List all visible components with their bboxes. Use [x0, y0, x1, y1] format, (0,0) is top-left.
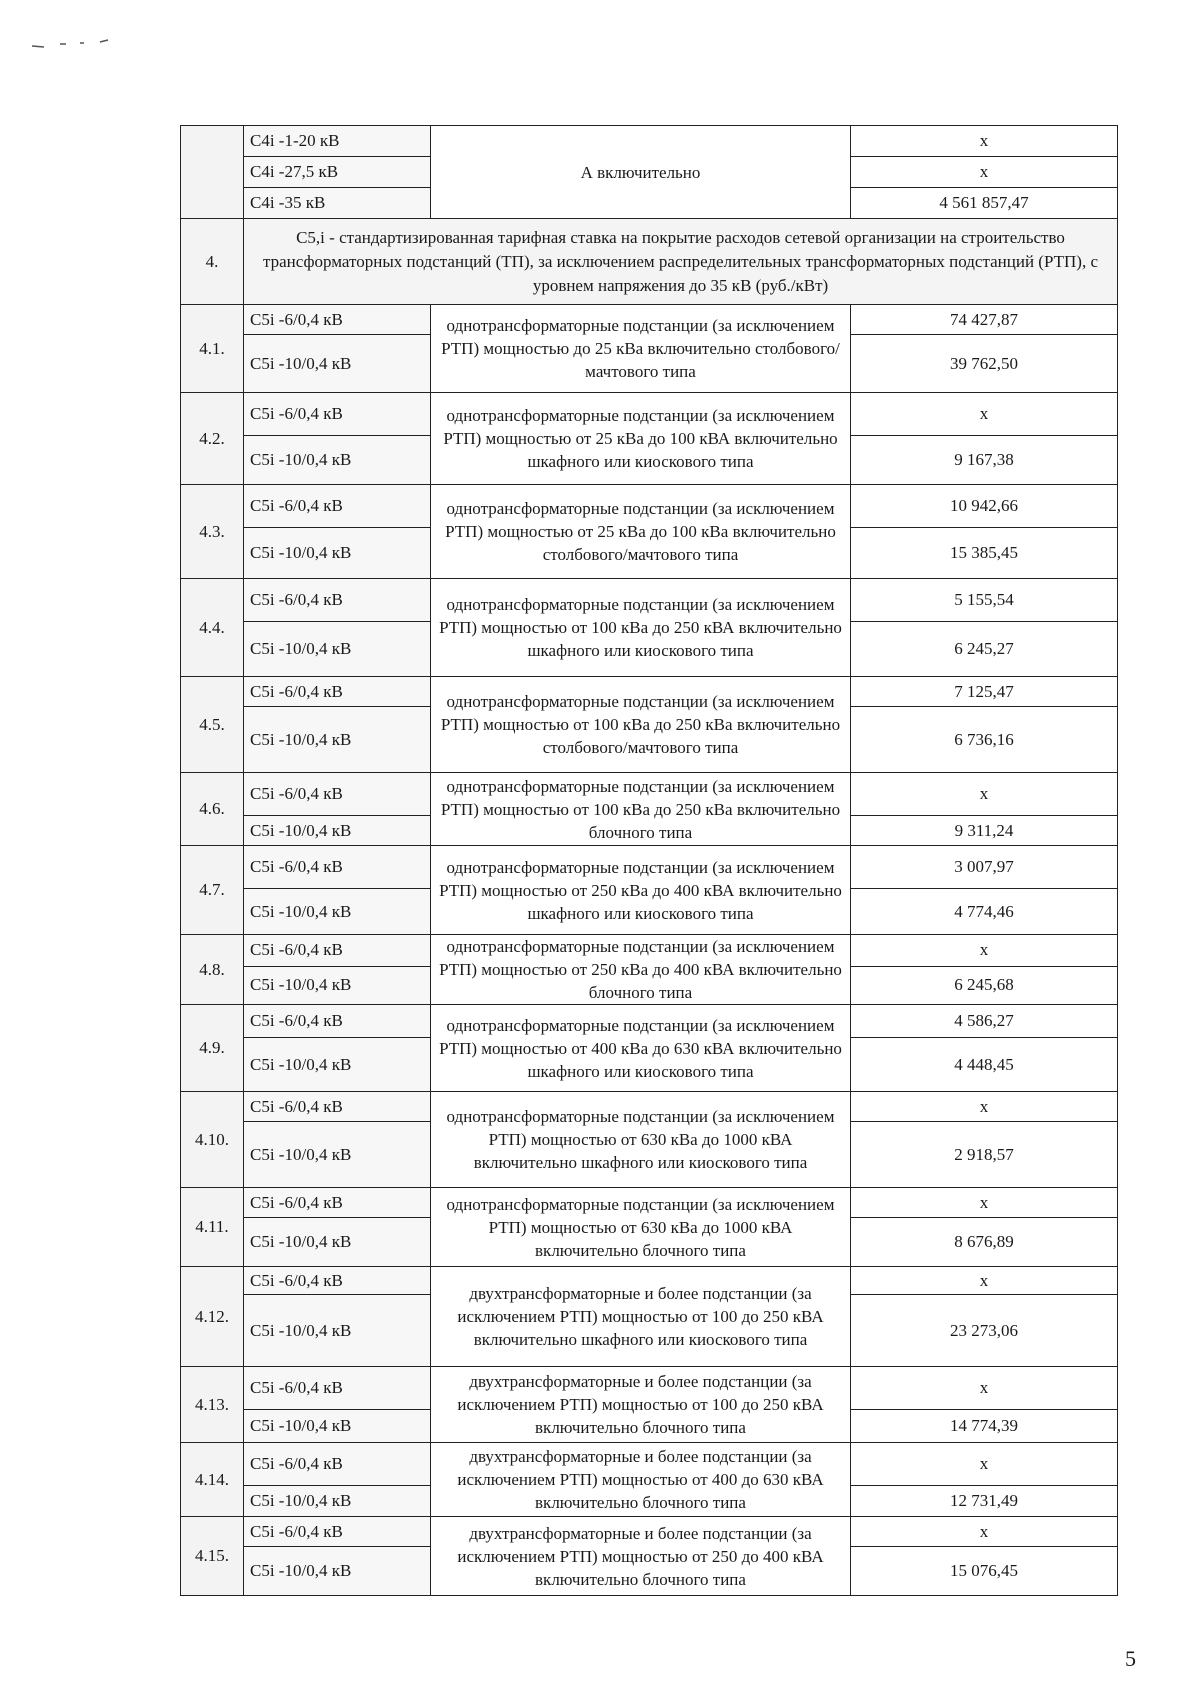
table-row — [181, 935, 1118, 967]
tariff-value: 6 245,27 — [851, 622, 1118, 677]
tariff-code: C4i -1-20 кВ — [244, 126, 431, 157]
tariff-code: C5i -6/0,4 кВ — [244, 935, 431, 967]
tariff-code: C5i -6/0,4 кВ — [244, 1188, 431, 1218]
table-row — [181, 1367, 1118, 1410]
page-number: 5 — [1125, 1646, 1136, 1671]
tariff-code: C5i -6/0,4 кВ — [244, 1367, 431, 1410]
tariff-value: х — [851, 1267, 1118, 1295]
tariff-value: 3 007,97 — [851, 846, 1118, 889]
tariff-value: х — [851, 126, 1118, 157]
row-number: 4.5. — [181, 677, 244, 773]
tariff-value: 12 731,49 — [851, 1486, 1118, 1517]
row-number: 4.8. — [181, 935, 244, 1005]
table-row — [181, 1005, 1118, 1038]
tariff-description: однотрансформаторные подстанции (за исключением РТП) мощностью от 630 кВа до 1000 кВА включительно блочного типа — [431, 1188, 851, 1267]
tariff-table — [180, 125, 1118, 1596]
tariff-value: 4 774,46 — [851, 889, 1118, 935]
tariff-value: 74 427,87 — [851, 305, 1118, 335]
tariff-description: однотрансформаторные подстанции (за исключением РТП) мощностью от 25 кВа до 100 кВа включительно столбового/мачтового типа — [431, 485, 851, 579]
tariff-code: C4i -27,5 кВ — [244, 157, 431, 188]
tariff-description: однотрансформаторные подстанции (за исключением РТП) мощностью до 25 кВа включительно столбового/мачтового типа — [431, 305, 851, 393]
row-number: 4.3. — [181, 485, 244, 579]
tariff-value: 14 774,39 — [851, 1410, 1118, 1443]
tariff-code: C5i -10/0,4 кВ — [244, 1122, 431, 1188]
row-number: 4.10. — [181, 1092, 244, 1188]
tariff-value: 15 385,45 — [851, 528, 1118, 579]
tariff-description: А включительно — [431, 126, 851, 219]
tariff-description: однотрансформаторные подстанции (за исключением РТП) мощностью от 100 кВа до 250 кВА включительно шкафного или киоскового типа — [431, 579, 851, 677]
tariff-code: C5i -6/0,4 кВ — [244, 1443, 431, 1486]
row-number: 4.14. — [181, 1443, 244, 1517]
table-row — [181, 1443, 1118, 1486]
table-row — [181, 773, 1118, 816]
tariff-code: C4i -35 кВ — [244, 188, 431, 219]
tariff-value: х — [851, 157, 1118, 188]
tariff-value: х — [851, 393, 1118, 436]
row-number: 4.9. — [181, 1005, 244, 1092]
tariff-code: C5i -10/0,4 кВ — [244, 622, 431, 677]
tariff-value: 2 918,57 — [851, 1122, 1118, 1188]
row-number: 4.11. — [181, 1188, 244, 1267]
tariff-code: C5i -6/0,4 кВ — [244, 305, 431, 335]
tariff-code: C5i -10/0,4 кВ — [244, 1218, 431, 1267]
tariff-value: 5 155,54 — [851, 579, 1118, 622]
tariff-description: однотрансформаторные подстанции (за исключением РТП) мощностью от 100 кВа до 250 кВа включительно блочного типа — [431, 773, 851, 846]
tariff-value: х — [851, 1367, 1118, 1410]
table-row — [181, 846, 1118, 889]
tariff-code: C5i -10/0,4 кВ — [244, 966, 431, 1004]
tariff-code: C5i -6/0,4 кВ — [244, 393, 431, 436]
tariff-value: 23 273,06 — [851, 1295, 1118, 1367]
section-title: C5,i - стандартизированная тарифная ставка на покрытие расходов сетевой организации на строительство трансформаторных подстанций (ТП), за исключением распределительных трансформаторных подстанций (РТП), с уровнем напряжения до 35 кВ (руб./кВт) — [244, 219, 1118, 305]
tariff-code: C5i -6/0,4 кВ — [244, 1092, 431, 1122]
tariff-code: C5i -6/0,4 кВ — [244, 485, 431, 528]
tariff-description: двухтрансформаторные и более подстанции (за исключением РТП) мощностью от 250 до 400 кВА включительно блочного типа — [431, 1517, 851, 1596]
row-number: 4.2. — [181, 393, 244, 485]
tariff-value: 9 167,38 — [851, 436, 1118, 485]
row-number: 4.7. — [181, 846, 244, 935]
tariff-description: двухтрансформаторные и более подстанции (за исключением РТП) мощностью от 100 до 250 кВА включительно шкафного или киоскового типа — [431, 1267, 851, 1367]
tariff-value: х — [851, 1188, 1118, 1218]
row-number: 4.13. — [181, 1367, 244, 1443]
row-number: 4.1. — [181, 305, 244, 393]
tariff-value: х — [851, 1092, 1118, 1122]
table-row — [181, 677, 1118, 707]
section-header-row — [181, 219, 1118, 305]
tariff-value: х — [851, 1517, 1118, 1547]
tariff-value: 7 125,47 — [851, 677, 1118, 707]
row-number: 4.12. — [181, 1267, 244, 1367]
tariff-code: C5i -10/0,4 кВ — [244, 335, 431, 393]
table-row — [181, 126, 1118, 157]
tariff-code: C5i -10/0,4 кВ — [244, 436, 431, 485]
tariff-code: C5i -10/0,4 кВ — [244, 1547, 431, 1596]
tariff-code: C5i -10/0,4 кВ — [244, 889, 431, 935]
tariff-value: 4 561 857,47 — [851, 188, 1118, 219]
tariff-description: однотрансформаторные подстанции (за исключением РТП) мощностью от 250 кВа до 400 кВА включительно шкафного или киоскового типа — [431, 846, 851, 935]
tariff-value: 10 942,66 — [851, 485, 1118, 528]
table-row — [181, 1188, 1118, 1218]
tariff-value: х — [851, 935, 1118, 967]
tariff-value: 4 586,27 — [851, 1005, 1118, 1038]
tariff-value: х — [851, 773, 1118, 816]
tariff-value: 4 448,45 — [851, 1038, 1118, 1092]
tariff-value: 39 762,50 — [851, 335, 1118, 393]
tariff-value: 15 076,45 — [851, 1547, 1118, 1596]
tariff-code: C5i -10/0,4 кВ — [244, 528, 431, 579]
tariff-code: C5i -6/0,4 кВ — [244, 1005, 431, 1038]
table-row — [181, 579, 1118, 622]
tariff-description: однотрансформаторные подстанции (за исключением РТП) мощностью от 250 кВа до 400 кВА включительно блочного типа — [431, 935, 851, 1005]
tariff-code: C5i -10/0,4 кВ — [244, 1486, 431, 1517]
tariff-code: C5i -10/0,4 кВ — [244, 1038, 431, 1092]
tariff-code: C5i -10/0,4 кВ — [244, 1410, 431, 1443]
tariff-value: 6 736,16 — [851, 707, 1118, 773]
table-row — [181, 393, 1118, 436]
tariff-code: C5i -10/0,4 кВ — [244, 707, 431, 773]
tariff-description: однотрансформаторные подстанции (за исключением РТП) мощностью от 100 кВа до 250 кВа включительно столбового/мачтового типа — [431, 677, 851, 773]
tariff-description: однотрансформаторные подстанции (за исключением РТП) мощностью от 25 кВа до 100 кВА включительно шкафного или киоскового типа — [431, 393, 851, 485]
tariff-code: C5i -6/0,4 кВ — [244, 579, 431, 622]
table-row — [181, 1517, 1118, 1547]
tariff-code: C5i -10/0,4 кВ — [244, 816, 431, 846]
tariff-value: 9 311,24 — [851, 816, 1118, 846]
tariff-description: однотрансформаторные подстанции (за исключением РТП) мощностью от 630 кВа до 1000 кВА включительно шкафного или киоскового типа — [431, 1092, 851, 1188]
tariff-value: 6 245,68 — [851, 966, 1118, 1004]
row-number: 4.4. — [181, 579, 244, 677]
section-number: 4. — [181, 219, 244, 305]
scan-artifact — [30, 38, 130, 50]
tariff-code: C5i -6/0,4 кВ — [244, 773, 431, 816]
tariff-code: C5i -6/0,4 кВ — [244, 846, 431, 889]
table-row — [181, 1267, 1118, 1295]
tariff-code: C5i -6/0,4 кВ — [244, 1267, 431, 1295]
table-row — [181, 485, 1118, 528]
tariff-description: двухтрансформаторные и более подстанции (за исключением РТП) мощностью от 400 до 630 кВА включительно блочного типа — [431, 1443, 851, 1517]
row-number-cell — [181, 126, 244, 219]
tariff-description: однотрансформаторные подстанции (за исключением РТП) мощностью от 400 кВа до 630 кВА включительно шкафного или киоскового типа — [431, 1005, 851, 1092]
table-row — [181, 1092, 1118, 1122]
tariff-value: х — [851, 1443, 1118, 1486]
tariff-code: C5i -6/0,4 кВ — [244, 1517, 431, 1547]
tariff-value: 8 676,89 — [851, 1218, 1118, 1267]
tariff-code: C5i -10/0,4 кВ — [244, 1295, 431, 1367]
row-number: 4.6. — [181, 773, 244, 846]
table-row — [181, 305, 1118, 335]
tariff-code: C5i -6/0,4 кВ — [244, 677, 431, 707]
tariff-description: двухтрансформаторные и более подстанции (за исключением РТП) мощностью от 100 до 250 кВА включительно блочного типа — [431, 1367, 851, 1443]
row-number: 4.15. — [181, 1517, 244, 1596]
